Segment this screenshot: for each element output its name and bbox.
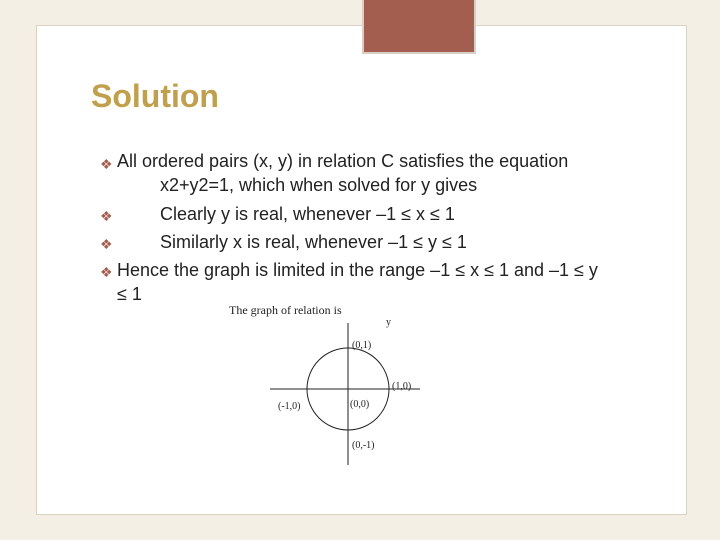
book-icon: ❖	[100, 236, 113, 252]
point-label-top: (0,1)	[352, 340, 372, 351]
book-icon: ❖	[100, 208, 113, 224]
point-label-bottom: (0,-1)	[352, 440, 375, 451]
bullet-3-line-1: Similarly x is real, whenever –1 ≤ y ≤ 1	[160, 232, 467, 252]
bullet-1-line-1: All ordered pairs (x, y) in relation C satisfies the equation	[117, 151, 569, 171]
point-label-right: (1,0)	[392, 381, 412, 392]
point-label-origin: (0,0)	[350, 399, 370, 410]
slide-title: Solution	[91, 78, 219, 114]
bullet-2-line-1: Clearly y is real, whenever –1 ≤ x ≤ 1	[160, 204, 455, 224]
circle-graph	[270, 305, 430, 465]
decorative-tab	[362, 0, 476, 54]
bullet-1-line-2: x2+y2=1, which when solved for y gives	[160, 175, 478, 195]
y-axis-label: y	[386, 317, 391, 328]
bullet-4-line-2: ≤ 1	[117, 284, 142, 304]
figure-caption: The graph of relation is	[229, 303, 342, 317]
book-icon: ❖	[100, 156, 113, 172]
point-label-left: (-1,0)	[278, 401, 301, 412]
bullet-4-line-1: Hence the graph is limited in the range –1 ≤ x ≤ 1 and –1 ≤ y	[117, 260, 598, 280]
book-icon: ❖	[100, 264, 113, 280]
